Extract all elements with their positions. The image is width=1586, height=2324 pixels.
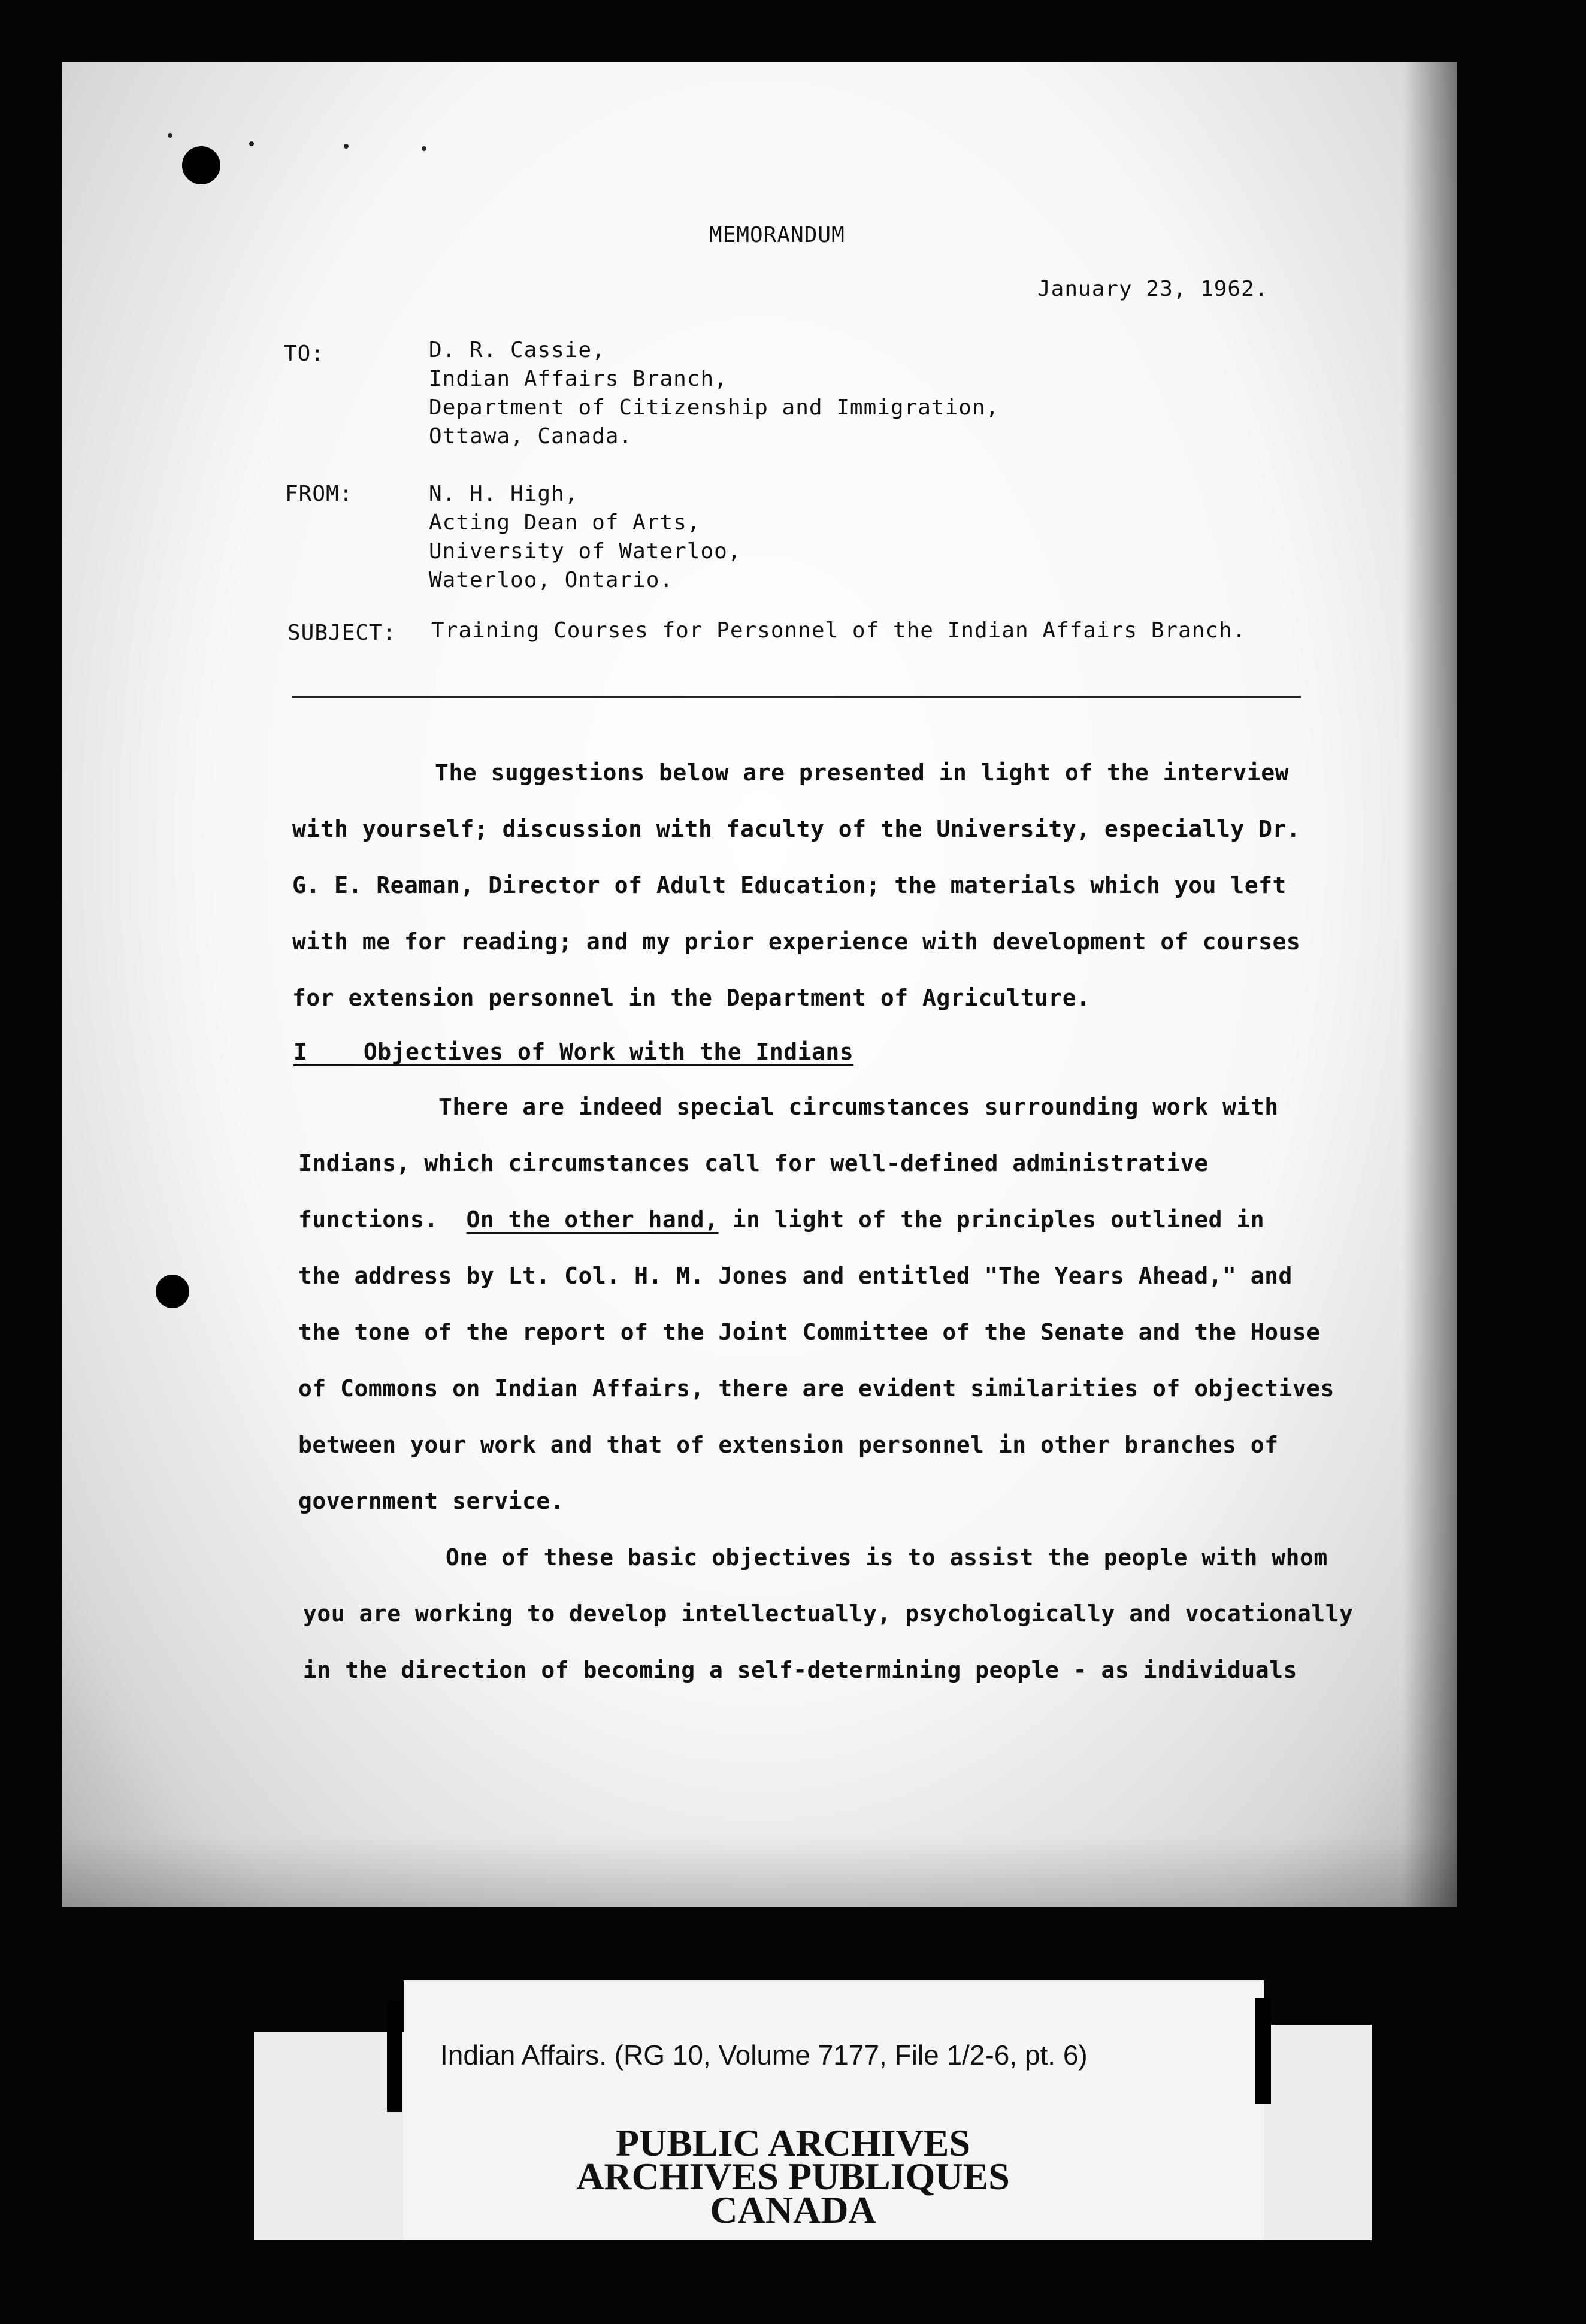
punch-hole-top <box>182 146 220 184</box>
archive-stamp-line: ARCHIVES PUBLIQUES <box>576 2155 1010 2198</box>
archive-citation: Indian Affairs. (RG 10, Volume 7177, File 1/2-6, pt. 6) <box>440 2039 1088 2071</box>
speck <box>344 144 349 149</box>
to-line: Ottawa, Canada. <box>429 424 633 449</box>
archive-stamp-line: PUBLIC ARCHIVES <box>615 2122 971 2164</box>
para3-line: in the direction of becoming a self-determining people - as individuals <box>303 1657 1297 1683</box>
to-line: Department of Citizenship and Immigration, <box>429 395 1000 420</box>
para1-line: with me for reading; and my prior experience with development of courses <box>292 928 1301 955</box>
punch-hole-middle <box>156 1275 189 1308</box>
card-clip-left <box>387 2001 402 2112</box>
para2-line <box>298 1206 1264 1233</box>
para1-line: with yourself; discussion with faculty of the University, especially Dr. <box>292 816 1301 842</box>
subject-text: Training Courses for Personnel of the Indian Affairs Branch. <box>431 618 1246 643</box>
para2-line: government service. <box>298 1488 565 1514</box>
to-line: D. R. Cassie, <box>429 338 606 362</box>
para3-line: One of these basic objectives is to assist the people with whom <box>446 1544 1328 1570</box>
to-line: Indian Affairs Branch, <box>429 367 728 391</box>
card-clip-right <box>1255 1998 1271 2104</box>
from-line: Acting Dean of Arts, <box>429 510 701 535</box>
subject-label: SUBJECT: <box>287 621 396 645</box>
para2-line: of Commons on Indian Affairs, there are evident similarities of objectives <box>298 1375 1334 1402</box>
page-edge-shadow <box>1403 62 1457 1907</box>
speck <box>249 141 254 146</box>
memo-title: MEMORANDUM <box>709 223 845 247</box>
from-line: Waterloo, Ontario. <box>429 568 674 592</box>
section-heading: I Objectives of Work with the Indians <box>293 1039 854 1065</box>
from-label: FROM: <box>285 482 353 506</box>
para1-line: G. E. Reaman, Director of Adult Education; the materials which you left <box>292 872 1287 898</box>
para3-line: you are working to develop intellectually, psychologically and vocationally <box>303 1600 1354 1627</box>
para1-line: The suggestions below are presented in light of the interview <box>435 759 1290 786</box>
underlined-phrase: On the other hand, <box>466 1206 719 1233</box>
to-label: TO: <box>284 341 325 366</box>
para2-text: functions. <box>298 1206 467 1233</box>
para2-line: the tone of the report of the Joint Committee of the Senate and the House <box>298 1319 1321 1345</box>
para2-line: There are indeed special circumstances surrounding work with <box>438 1094 1279 1120</box>
header-rule <box>292 696 1301 698</box>
page-bottom-shadow <box>62 1835 1457 1907</box>
memo-date: January 23, 1962. <box>1037 277 1269 301</box>
archive-stamp-line: CANADA <box>710 2189 876 2231</box>
from-line: N. H. High, <box>429 482 579 506</box>
speck <box>168 133 172 138</box>
from-line: University of Waterloo, <box>429 539 741 564</box>
para1-line: for extension personnel in the Department of Agriculture. <box>292 985 1091 1011</box>
para2-line: between your work and that of extension personnel in other branches of <box>298 1432 1279 1458</box>
speck <box>422 146 426 151</box>
para2-line: Indians, which circumstances call for well-defined administrative <box>298 1150 1209 1176</box>
memo-page <box>62 62 1457 1907</box>
para2-text: in light of the principles outlined in <box>718 1206 1265 1233</box>
para2-line: the address by Lt. Col. H. M. Jones and entitled "The Years Ahead," and <box>298 1263 1293 1289</box>
